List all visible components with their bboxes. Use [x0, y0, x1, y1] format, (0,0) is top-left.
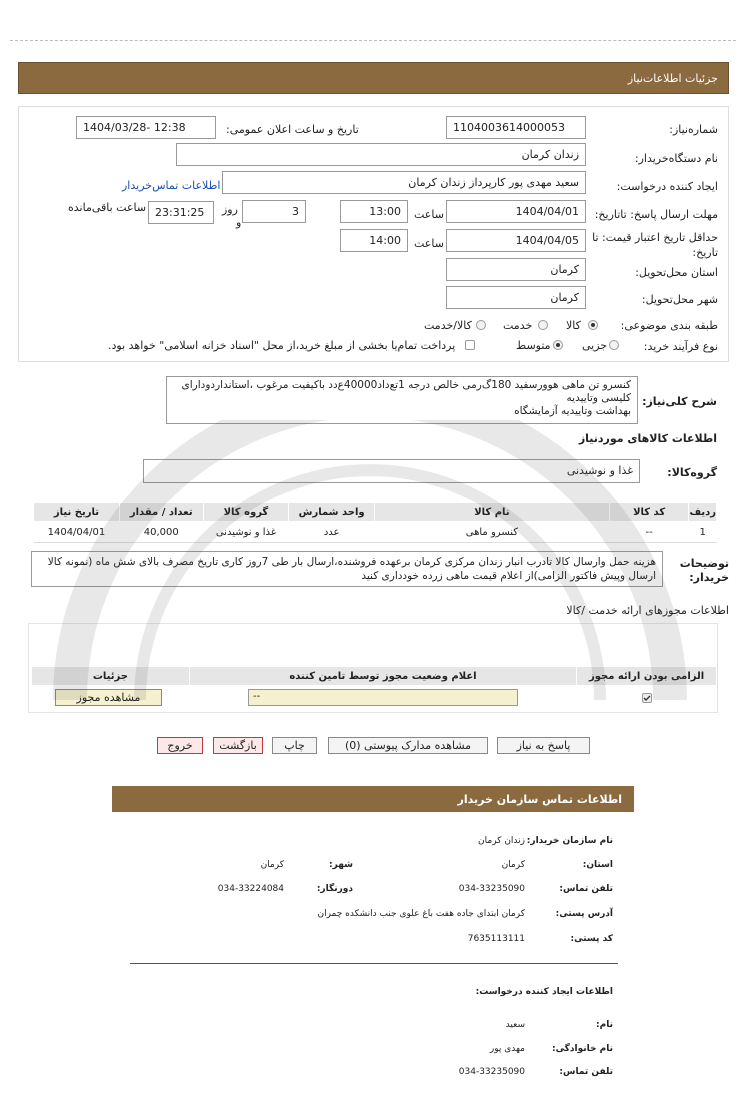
validity-label: حداقل تاریخ اعتبار قیمت: تا تاریخ:	[592, 231, 718, 259]
buyer-org-field: زندان کرمان	[176, 143, 586, 166]
treasury-checkbox[interactable]	[465, 340, 475, 350]
need-number-label: شماره‌نیاز:	[669, 123, 718, 136]
process-option-minor: جزیی	[582, 339, 608, 352]
goods-table-header	[34, 503, 717, 522]
permit-required-checkbox	[642, 693, 652, 703]
buyer-contact-link[interactable]: اطلاعات تماس‌خریدار	[122, 179, 221, 192]
summary-line-3: بهداشت وتاییدیه آزمایشگاه	[514, 405, 631, 417]
category-radio-both[interactable]	[476, 320, 486, 330]
reply-button[interactable]: پاسخ به نیاز	[497, 737, 590, 754]
category-radio-service[interactable]	[538, 320, 548, 330]
province-label: استان محل‌تحویل:	[635, 266, 718, 279]
summary-line-2: کلیسی وتاییدیه	[566, 392, 631, 404]
contact-fax: 034-33224084	[217, 884, 284, 894]
goods-group-label: گروه‌کالا:	[667, 466, 717, 479]
goods-col-header: کد کالا	[609, 503, 689, 522]
back-button[interactable]: بازگشت	[213, 737, 263, 754]
goods-col-header: نام کالا	[375, 503, 610, 522]
contact-city: کرمان	[260, 860, 284, 870]
goods-group-field: غذا و نوشیدنی	[143, 459, 640, 483]
contact-postal: 7635113111	[467, 934, 525, 944]
check-icon	[642, 693, 652, 703]
view-permit-button[interactable]: مشاهده مجوز	[55, 689, 162, 706]
validity-hour-label: ساعت	[414, 237, 444, 250]
contact-divider	[130, 963, 618, 964]
announce-label: تاریخ و ساعت اعلان عمومی:	[226, 123, 359, 136]
exit-button[interactable]: خروج	[157, 737, 203, 754]
contact-address-label: آدرس پستی:	[555, 909, 613, 919]
creator-info-title: اطلاعات ایجاد کننده درخواست:	[475, 987, 613, 997]
creator-family: مهدی پور	[489, 1044, 525, 1054]
creator-name: سعید	[505, 1020, 525, 1030]
contact-org: زندان کرمان	[478, 836, 525, 846]
buyer-org-label: نام دستگاه‌خریدار:	[634, 152, 718, 165]
validity-time-field: 14:00	[340, 229, 408, 252]
summary-box	[166, 376, 638, 424]
goods-col-header: تعداد / مقدار	[119, 503, 203, 522]
attachments-button[interactable]: مشاهده مدارک پیوستی (0)	[328, 737, 488, 754]
contact-fax-label: دورنگار:	[316, 884, 353, 894]
contact-postal-label: کد پستی:	[570, 934, 613, 944]
permits-col-header: الزامی بودن ارائه مجوز	[577, 667, 717, 686]
permits-col-header: جزئیات	[32, 667, 190, 686]
remaining-label: ساعت باقی‌مانده	[68, 201, 147, 214]
need-number-field: 1104003614000053	[446, 116, 586, 139]
deadline-time-field: 13:00	[340, 200, 408, 223]
goods-cell-unit: عدد	[289, 522, 375, 543]
contact-header	[112, 786, 634, 812]
goods-cell-date: 1404/04/01	[34, 522, 120, 543]
goods-cell-row: 1	[689, 522, 717, 543]
days-field: 3	[242, 200, 306, 223]
permits-table-header	[32, 667, 717, 686]
creator-label: ایجاد کننده درخواست:	[616, 180, 718, 193]
contact-province-label: استان:	[582, 860, 613, 870]
goods-section-title: اطلاعات کالاهای موردنیاز	[578, 432, 717, 445]
contact-city-label: شهر:	[329, 860, 353, 870]
announce-field: 1404/03/28- 12:38	[76, 116, 216, 139]
notes-box: هزینه حمل وارسال کالا تادرب انبار زندان مرکزی کرمان برعهده فروشنده،ارسال بار طی 7روز کاری تاریخ مصرف بالای شش ماه (نمونه کالا ارسال وپیش فاکتور الزامی)از اعلام قیمت ماهی زرده خودداری کنید	[31, 551, 663, 587]
creator-name-label: نام:	[596, 1020, 613, 1030]
goods-col-header: تاریخ نیاز	[34, 503, 120, 522]
creator-field: سعید مهدی پور کارپرداز زندان کرمان	[222, 171, 586, 194]
deadline-hour-label: ساعت	[414, 208, 444, 221]
goods-col-header: ردیف	[689, 503, 717, 522]
process-label: نوع فرآیند خرید:	[643, 340, 718, 353]
contact-header-title: اطلاعات تماس سازمان خریدار	[457, 793, 622, 806]
notes-label: توضیحات خریدار:	[679, 557, 729, 584]
contact-org-label: نام سازمان خریدار:	[526, 836, 613, 846]
table-row	[34, 522, 717, 543]
details-header-title: جزئیات اطلاعات‌نیاز	[627, 72, 718, 85]
validity-date-field: 1404/04/05	[446, 229, 586, 252]
deadline-date-field: 1404/04/01	[446, 200, 586, 223]
contact-province: کرمان	[501, 860, 525, 870]
details-header	[18, 62, 729, 94]
city-field: کرمان	[446, 286, 586, 309]
remaining-time-field: 23:31:25	[148, 201, 214, 224]
goods-cell-group: غذا و نوشیدنی	[203, 522, 289, 543]
creator-family-label: نام خانوادگی:	[551, 1044, 613, 1054]
category-option-service: خدمت	[503, 319, 533, 332]
permits-title: اطلاعات مجوزهای ارائه خدمت /کالا	[566, 604, 729, 617]
creator-phone: 034-33235090	[458, 1067, 525, 1077]
goods-col-header: گروه کالا	[203, 503, 289, 522]
summary-label: شرح کلی‌نیاز:	[642, 395, 717, 408]
category-label: طبقه بندی موضوعی:	[620, 319, 718, 332]
goods-cell-name: کنسرو ماهی	[375, 522, 610, 543]
process-radio-medium[interactable]	[553, 340, 563, 350]
permits-table	[31, 666, 717, 686]
goods-col-header: واحد شمارش	[289, 503, 375, 522]
permit-status-field: --	[248, 689, 518, 706]
print-button[interactable]: چاپ	[272, 737, 317, 754]
goods-cell-qty: 40,000	[119, 522, 203, 543]
goods-cell-code: --	[609, 522, 689, 543]
goods-table	[33, 502, 717, 543]
permits-col-header: اعلام وضعیت مجوز توسط تامین کننده	[189, 667, 576, 686]
and-label: و	[236, 216, 242, 229]
top-divider	[10, 40, 736, 41]
process-radio-minor[interactable]	[609, 340, 619, 350]
contact-phone-label: تلفن تماس:	[559, 884, 613, 894]
province-field: کرمان	[446, 258, 586, 281]
contact-address: کرمان ابتدای جاده هفت باغ علوی جنب دانشکده چمران	[317, 909, 525, 919]
deadline-label: مهلت ارسال پاسخ: تاتاریخ:	[594, 208, 718, 221]
category-option-goods: کالا	[566, 319, 581, 332]
process-option-medium: متوسط	[516, 339, 551, 352]
contact-phone: 034-33235090	[458, 884, 525, 894]
summary-line-1: کنسرو تن ماهی هوورسفید 180گ‌رمی خالص درجه 1تع‌داد40000ع‌دد باکیفیت مرغوب ،استانداردودارای	[181, 379, 631, 391]
category-radio-goods[interactable]	[588, 320, 598, 330]
payment-note: پرداخت تمام‌یا بخشی از مبلغ خرید،از محل "اسناد خزانه اسلامی" خواهد بود.	[108, 339, 456, 352]
city-label: شهر محل‌تحویل:	[641, 293, 718, 306]
creator-phone-label: تلفن تماس:	[559, 1067, 613, 1077]
days-label: روز	[222, 203, 238, 216]
category-option-both: کالا/خدمت	[424, 319, 472, 332]
